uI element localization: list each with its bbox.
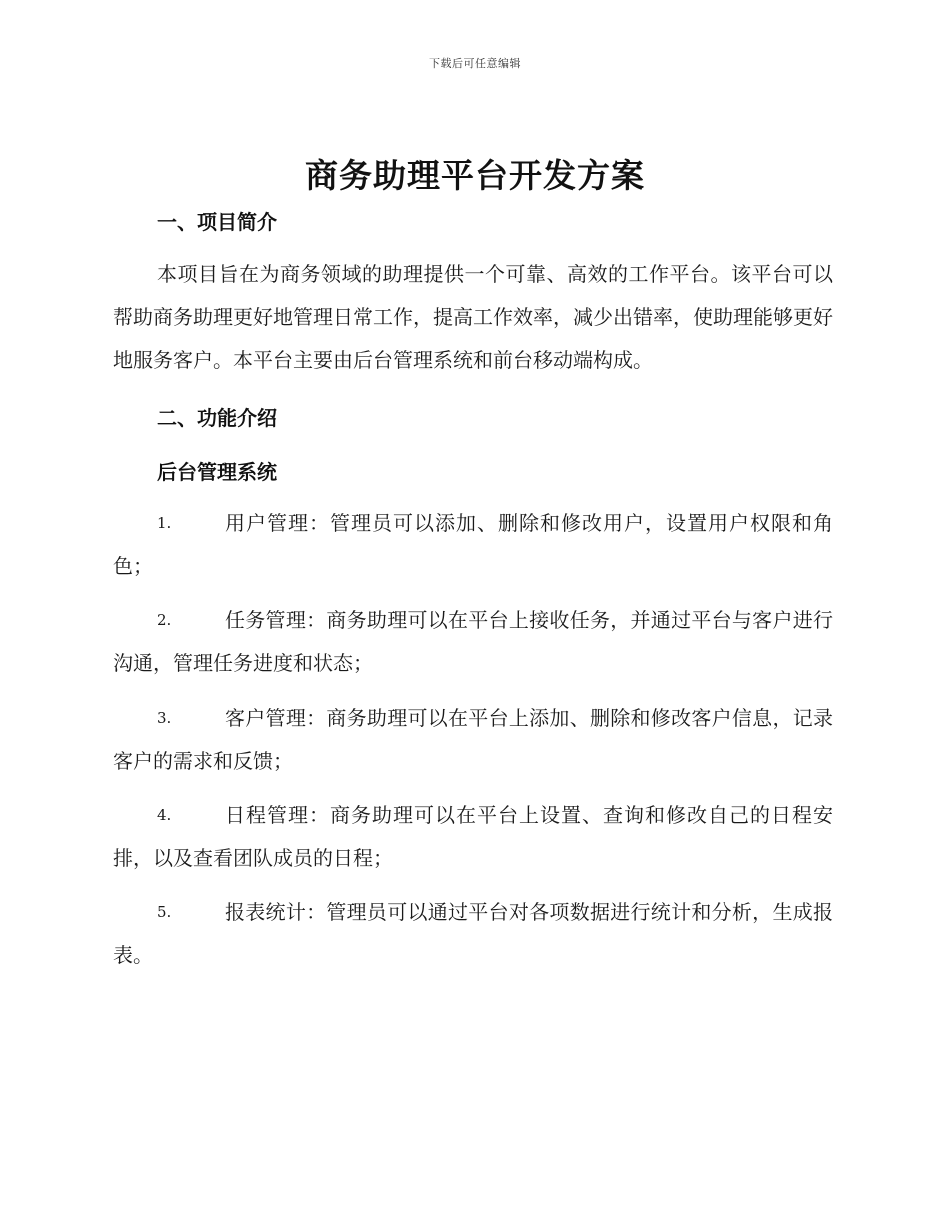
list-item-number: 4. <box>157 806 172 824</box>
header-note: 下载后可任意编辑 <box>429 57 521 70</box>
list-item <box>113 697 833 783</box>
list-item <box>113 794 833 880</box>
list-item-text: 任务管理：商务助理可以在平台上接收任务，并通过平台与客户进行沟通，管理任务进度和状态； <box>113 608 833 675</box>
list-item-number: 3. <box>157 709 172 727</box>
document-title: 商务助理平台开发方案 <box>305 156 645 195</box>
section-heading-features: 二、功能介绍 <box>157 406 277 430</box>
list-item <box>113 502 833 588</box>
subheading-backend-system: 后台管理系统 <box>157 460 277 484</box>
list-item-text: 报表统计：管理员可以通过平台对各项数据进行统计和分析，生成报表。 <box>113 900 833 967</box>
intro-paragraph: 本项目旨在为商务领域的助理提供一个可靠、高效的工作平台。该平台可以帮助商务助理更好地管理日常工作，提高工作效率，减少出错率，使助理能够更好地服务客户。本平台主要由后台管理系统和前台移动端构成。 <box>113 262 833 372</box>
list-item <box>113 599 833 685</box>
list-item-text: 用户管理：管理员可以添加、删除和修改用户，设置用户权限和角色； <box>113 511 833 578</box>
list-item-text: 客户管理：商务助理可以在平台上添加、删除和修改客户信息，记录客户的需求和反馈； <box>113 706 833 773</box>
list-item-number: 5. <box>157 903 172 921</box>
list-item-number: 2. <box>157 611 172 629</box>
section-heading-intro: 一、项目简介 <box>157 210 277 234</box>
list-item-number: 1. <box>157 514 172 532</box>
list-item-text: 日程管理：商务助理可以在平台上设置、查询和修改自己的日程安排，以及查看团队成员的日程； <box>113 803 833 870</box>
list-item <box>113 891 833 977</box>
